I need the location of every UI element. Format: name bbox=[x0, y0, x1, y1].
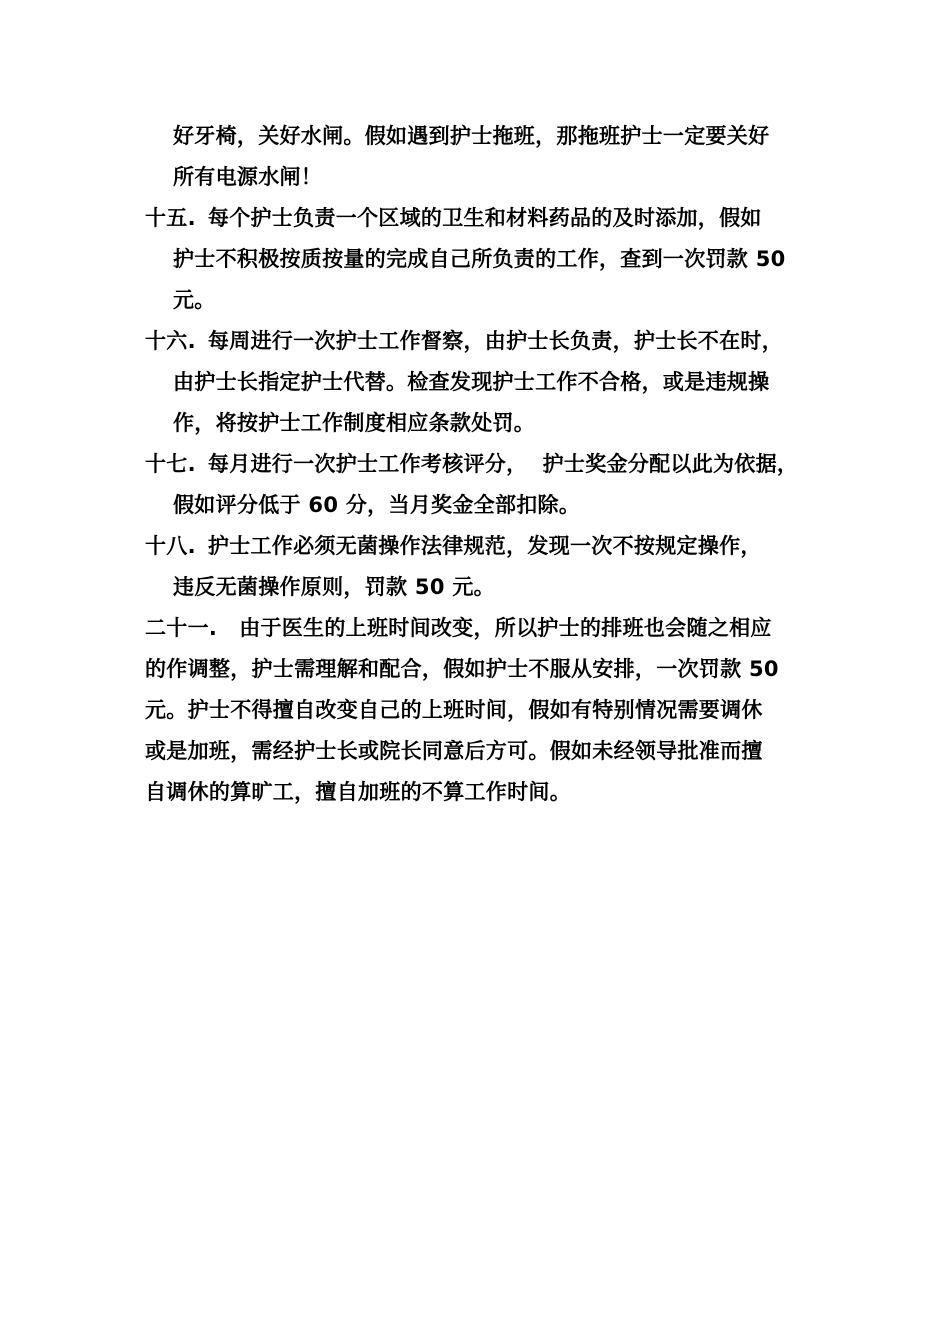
clause-21-text-line-2: 的作调整，护士需理解和配合，假如护士不服从安排，一次罚款 50 bbox=[145, 657, 779, 681]
clause-17-text-line-2: 假如评分低于 60 分，当月奖金全部扣除。 bbox=[173, 493, 581, 517]
clause-continuation-line-1: 好牙椅，关好水闸。假如遇到护士拖班，那拖班护士一定要关好 bbox=[173, 124, 770, 148]
clause-16-number: 十六. bbox=[145, 329, 196, 353]
clause-18-text-line-1: 护士工作必须无菌操作法律规范，发现一次不按规定操作， bbox=[207, 534, 762, 558]
clause-21-text-line-3: 元。护士不得擅自改变自己的上班时间，假如有特别情况需要调休 bbox=[145, 698, 763, 722]
clause-15-text-line-2: 护士不积极按质按量的完成自己所负责的工作，查到一次罚款 50 bbox=[173, 247, 786, 271]
clause-21-text-line-1: 由于医生的上班时间改变，所以护士的排班也会随之相应 bbox=[239, 616, 772, 640]
clause-15-first-line bbox=[145, 203, 762, 233]
clause-21-text-line-4: 或是加班，需经护士长或院长同意后方可。假如未经领导批准而擅 bbox=[145, 739, 763, 763]
clause-15-number: 十五. bbox=[145, 206, 196, 230]
clause-21-text-line-5: 自调休的算旷工，擅自加班的不算工作时间。 bbox=[145, 780, 571, 804]
clause-16-first-line bbox=[145, 326, 783, 356]
clause-21-number: 二十一. bbox=[145, 616, 218, 640]
clause-21-first-line bbox=[145, 613, 772, 643]
clause-15-text-line-3: 元。 bbox=[173, 288, 216, 312]
clause-continuation-line-2: 所有电源水闸！ bbox=[173, 165, 323, 189]
clause-18-first-line bbox=[145, 531, 762, 561]
clause-17-text-line-1: 每月进行一次护士工作考核评分， 护士奖金分配以此为依据， bbox=[207, 452, 799, 476]
clause-17-first-line bbox=[145, 449, 798, 479]
clause-16-text-line-1: 每周进行一次护士工作督察，由护士长负责，护士长不在时， bbox=[207, 329, 783, 353]
clause-18-text-line-2: 违反无菌操作原则，罚款 50 元。 bbox=[173, 575, 495, 599]
clause-16-text-line-3: 作，将按护士工作制度相应条款处罚。 bbox=[173, 411, 536, 435]
clause-17-number: 十七. bbox=[145, 452, 196, 476]
clause-18-number: 十八. bbox=[145, 534, 196, 558]
clause-15-text-line-1: 每个护士负责一个区域的卫生和材料药品的及时添加，假如 bbox=[207, 206, 762, 230]
clause-16-text-line-2: 由护士长指定护士代替。检查发现护士工作不合格，或是违规操 bbox=[173, 370, 770, 394]
